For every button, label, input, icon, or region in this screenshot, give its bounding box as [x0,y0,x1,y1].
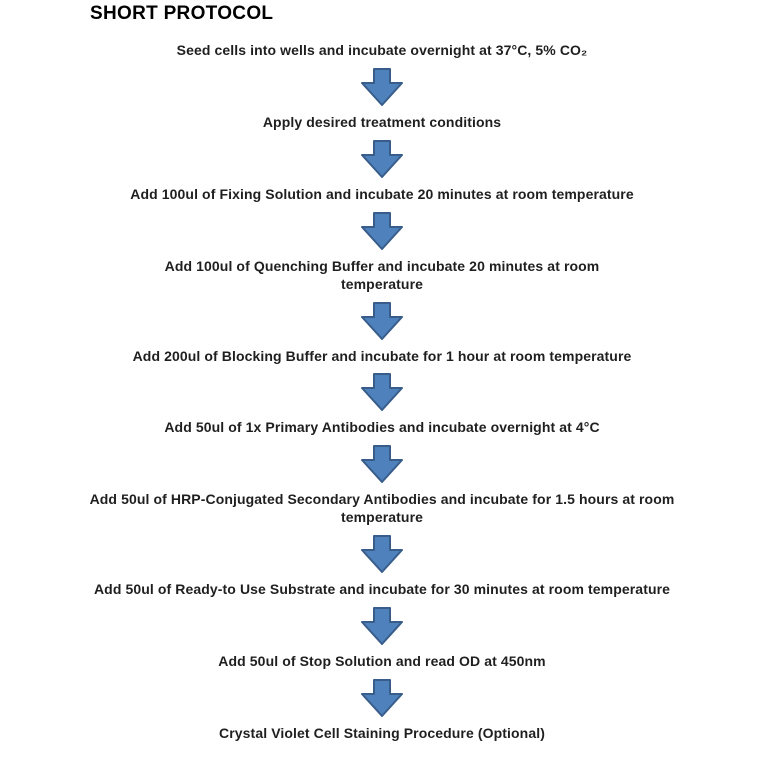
flow-column [32,42,732,743]
down-arrow-icon [361,679,403,717]
flow-step-stop-solution: Add 50ul of Stop Solution and read OD at 450nm [218,653,546,670]
flow-step-quenching-buffer: Add 100ul of Quenching Buffer and incubate 20 minutes at room temperature [164,257,600,292]
down-arrow-icon [361,140,403,178]
flow-step-substrate: Add 50ul of Ready-to Use Substrate and incubate for 30 minutes at room temperature [93,581,671,598]
flow-step-crystal-violet: Crystal Violet Cell Staining Procedure (Optional) [219,724,545,741]
down-arrow-icon [361,212,403,250]
down-arrow-icon [361,373,403,411]
down-arrow-icon [361,535,403,573]
down-arrow-icon [361,445,403,483]
flow-step-fixing-solution: Add 100ul of Fixing Solution and incubate 20 minutes at room temperature [130,185,634,202]
down-arrow-icon [361,302,403,340]
flow-step-secondary-antibodies: Add 50ul of HRP-Conjugated Secondary Antibodies and incubate for 1.5 hours at room temperature [89,491,675,526]
flow-step-blocking-buffer: Add 200ul of Blocking Buffer and incubate for 1 hour at room temperature [132,347,632,364]
flow-step-seed-cells: Seed cells into wells and incubate overnight at 37°C, 5% CO₂ [176,42,588,58]
flow-step-primary-antibodies: Add 50ul of 1x Primary Antibodies and incubate overnight at 4°C [164,419,600,436]
flow-step-apply-treatment: Apply desired treatment conditions [262,113,502,130]
down-arrow-icon [361,68,403,106]
page-title: SHORT PROTOCOL [90,3,274,24]
down-arrow-icon [361,607,403,645]
